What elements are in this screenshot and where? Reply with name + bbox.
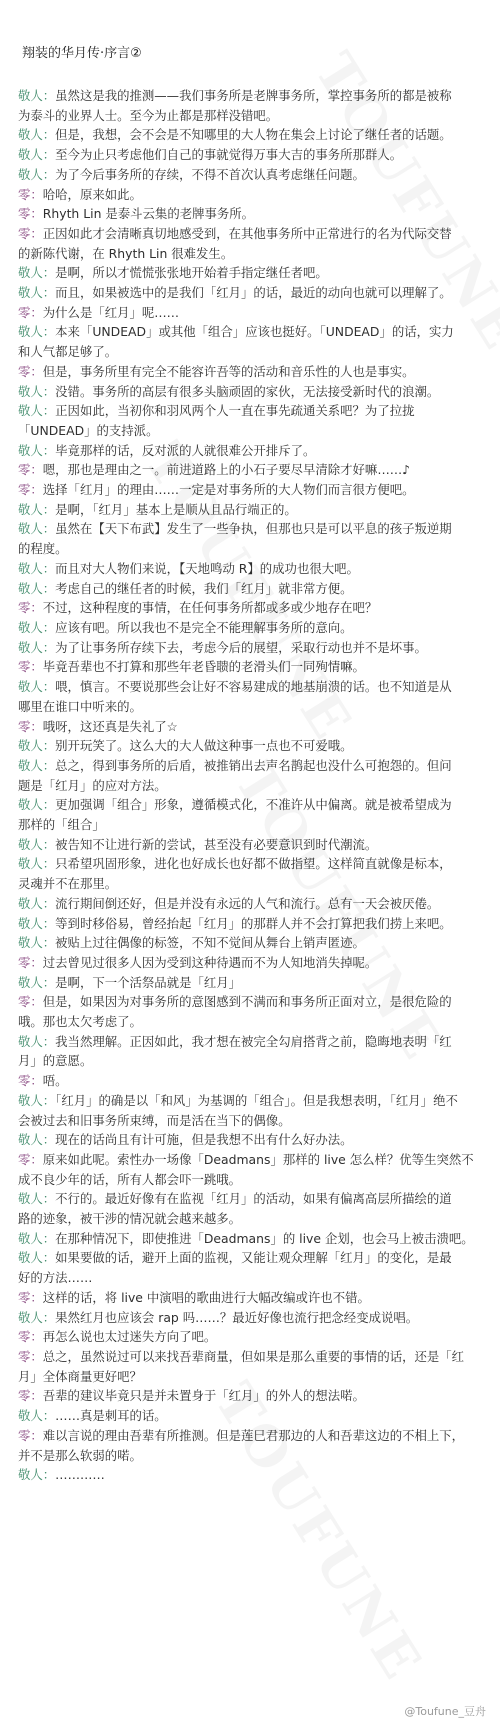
dialogue-text: 嗯，那也是理由之一。前进道路上的小石子要尽早清除才好嘛……♪ [42,462,411,478]
dialogue-line [18,1465,482,1485]
dialogue-text: 哦呀，这还真是失礼了☆ [42,718,178,734]
dialogue-line [18,86,482,106]
dialogue-text: 为了今后事务所的存续，不得不首次认真考虑继任问题。 [55,166,365,182]
dialogue-text: 过去曾见过很多人因为受到这种待遇而不为人知地消失掉呢。 [42,954,378,970]
dialogue-line [18,1327,482,1347]
dialogue-text: 路的迹象，被干涉的情况就会越来越多。 [18,1211,242,1227]
speaker-label: 零： [18,304,43,320]
dialogue-text: 只希望巩固形象，进化也好成长也好都不做指望。这样简直就像是标本， [55,856,452,872]
dialogue-line [18,953,482,973]
dialogue-text: 被贴上过往偶像的标签，不知不觉间从舞台上销声匿迹。 [55,935,365,951]
dialogue-text: 是啊，「红月」基本上是顺从且品行端正的。 [55,501,297,517]
dialogue-text: 考虑自己的继任者的时候，我们「红月」就非常方便。 [55,580,353,596]
dialogue-line [18,224,482,244]
dialogue-text: 毕竟那样的话，反对派的人就很难公开排斥了。 [55,442,316,458]
dialogue-text: 等到时移俗易，曾经抬起「红月」的那群人并不会打算把我们捞上来吧。 [55,915,452,931]
dialogue-text: 但是，我想，会不会是不知哪里的大人物在集会上讨论了继任者的话题。 [55,127,452,143]
speaker-label: 零： [18,462,43,478]
dialogue-text: 月」的意愿。 [18,1053,93,1069]
speaker-label: 敬人： [18,1309,56,1325]
speaker-label: 敬人： [18,738,56,754]
dialogue-text: Rhyth Lin 是泰斗云集的老牌事务所。 [42,206,255,222]
speaker-label: 敬人： [18,127,56,143]
speaker-label: 敬人： [18,285,56,301]
dialogue-line [18,1189,482,1209]
dialogue-line [18,165,482,185]
dialogue-text: 原来如此呢。索性办一场像「Deadmans」那样的 live 怎么样？优等生突然不 [42,1151,474,1167]
dialogue-line [18,1111,482,1131]
speaker-label: 零： [18,718,43,734]
dialogue-line [18,1426,482,1446]
dialogue-text: 唔。 [42,1073,68,1089]
dialogue-line [18,914,482,934]
dialogue-text: 流行期间倒还好，但是并没有永远的人气和流行。总有一天会被厌倦。 [55,895,440,911]
dialogue-text: 哪里在谁口中听来的。 [18,698,142,714]
speaker-label: 零： [18,1349,43,1364]
dialogue-text: 被告知不让进行新的尝试，甚至没有必要意识到时代潮流。 [55,836,378,852]
dialogue-line [18,579,482,599]
speaker-label: 敬人： [18,836,56,852]
dialogue-line [18,756,482,776]
speaker-label: 零： [18,482,43,498]
dialogue-text: 应该有吧。所以我也不是完全不能理解事务所的意向。 [55,619,353,635]
dialogue-line [18,874,482,894]
speaker-label: 敬人： [18,265,56,281]
speaker-label: 零： [18,1289,43,1305]
speaker-label: 敬人： [18,166,56,182]
dialogue-line [18,204,482,224]
dialogue-line [18,1406,482,1426]
dialogue-line [18,342,482,362]
speaker-label: 零： [18,954,43,970]
dialogue-line [18,519,482,539]
dialogue-text: 那样的「组合」 [18,817,105,833]
dialogue-line [18,1386,482,1406]
dialogue-line [18,1347,482,1367]
dialogue-line [18,894,482,914]
speaker-label: 敬人： [18,1033,56,1049]
dialogue-line [18,1051,482,1071]
speaker-label: 敬人： [18,442,56,458]
dialogue-text: 哈哈，原来如此。 [42,186,142,202]
dialogue-text: 至今为止只考虑他们自己的事就觉得万事大吉的事务所那群人。 [55,147,403,163]
speaker-label: 敬人： [18,797,56,813]
speaker-label: 敬人： [18,1408,56,1424]
speaker-label: 敬人： [18,895,56,911]
dialogue-line [18,559,482,579]
dialogue-text: 吾辈的建议毕竟只是并未置身于「红月」的外人的想法喏。 [42,1388,365,1404]
dialogue-text: 更加强调「组合」形象，遵循模式化，不准许从中偏离。就是被希望成为 [55,797,452,813]
dialogue-line [18,1091,482,1111]
dialogue-line [18,500,482,520]
dialogue-line [18,677,482,697]
weibo-credit: @Toufune_豆舟 [404,1705,486,1718]
speaker-label: 敬人： [18,1467,56,1483]
speaker-label: 敬人： [18,324,56,340]
dialogue-line [18,933,482,953]
dialogue-text: 别开玩笑了。这么大的大人做这种事一点也不可爱哦。 [55,738,353,754]
dialogue-text: 的程度。 [18,541,68,557]
dialogue-line [18,1130,482,1150]
dialogue-text: ……真是刺耳的话。 [55,1408,167,1424]
dialogue-line [18,1446,482,1466]
dialogue-text: 哦。那也太欠考虑了。 [18,1014,142,1030]
speaker-label: 零： [18,1073,43,1089]
dialogue-text: 是啊，下一个活祭品就是「红月」 [55,974,242,990]
dialogue-line [18,776,482,796]
speaker-label: 敬人： [18,856,56,872]
speaker-label: 敬人： [18,1132,56,1148]
dialogue-text: 是啊，所以才慌慌张张地开始着手指定继任者吧。 [55,265,328,281]
dialogue-line [18,1209,482,1229]
dialogue-line [18,795,482,815]
dialogue-text: 总之，虽然说过可以来找吾辈商量，但如果是那么重要的事情的话，还是「红 [42,1349,465,1364]
speaker-label: 敬人： [18,88,56,103]
dialogue-text: 题是「红月」的应对方法。 [18,777,167,793]
dialogue-text: 好的方法…… [18,1270,93,1286]
dialogue-line [18,106,482,126]
dialogue-text: 喂，慎言。不要说那些会让好不容易建成的地基崩溃的话。也不知道是从 [55,679,452,695]
dialogue-text: 选择「红月」的理由……一定是对事务所的大人物们而言很方便吧。 [42,482,415,498]
dialogue-text: 会被过去和旧事务所束缚，而是活在当下的偶像。 [18,1112,291,1128]
speaker-label: 敬人： [18,501,56,517]
speaker-label: 敬人： [18,403,56,419]
speaker-label: 敬人： [18,560,56,576]
dialogue-line [18,539,482,559]
dialogue-line [18,697,482,717]
dialogue-text: 如果要做的话，避开上面的监视，又能让观众理解「红月」的变化，是最 [55,1250,452,1266]
dialogue-line [18,638,482,658]
dialogue-line [18,1248,482,1268]
dialogue-text: 虽然在【天下布武】发生了一些争执，但那也只是可以平息的孩子叛逆期 [55,521,452,537]
dialogue-line [18,1071,482,1091]
dialogue-line [18,835,482,855]
dialogue-line [18,480,482,500]
speaker-label: 零： [18,186,43,202]
dialogue-line [18,185,482,205]
dialogue-text: 但是，如果因为对事务所的意图感到不满而和事务所正面对立，是很危险的 [42,994,452,1010]
speaker-label: 敬人： [18,383,56,399]
dialogue-line [18,1288,482,1308]
speaker-label: 零： [18,1427,43,1443]
dialogue-text: 本来「UNDEAD」或其他「组合」应该也挺好。「UNDEAD」的话，实力 [55,324,454,340]
dialogue-line [18,244,482,264]
speaker-label: 零： [18,1151,43,1167]
dialogue-text: 不行的。最近好像有在监视「红月」的活动，如果有偏离高层所描绘的道 [55,1191,452,1207]
dialogue-text: 这样的话，将 live 中演唱的歌曲进行大幅改编或许也不错。 [42,1289,370,1305]
dialogue-text: 正因如此，当初你和羽风两个人一直在事先疏通关系吧？为了拉拢 [55,403,415,419]
dialogue-line [18,618,482,638]
dialogue-text: 成不良少年的话，所有人都会吓一跳哦。 [18,1171,242,1187]
speaker-label: 零： [18,994,43,1010]
speaker-label: 敬人： [18,679,56,695]
speaker-label: 敬人： [18,639,56,655]
dialogue-line [18,283,482,303]
dialogue-line [18,401,482,421]
dialogue-line [18,1032,482,1052]
dialogue-text: 月」全体商量更好吧？ [18,1368,142,1384]
dialogue-text: 「UNDEAD」的支持派。 [18,422,159,438]
speaker-label: 敬人： [18,757,56,773]
speaker-label: 敬人： [18,619,56,635]
dialogue-text: 虽然这是我的推测——我们事务所是老牌事务所，掌控事务所的都是被称 [55,88,452,103]
dialogue-line [18,992,482,1012]
dialogue-line [18,736,482,756]
dialogue-line [18,460,482,480]
speaker-label: 敬人： [18,1250,56,1266]
speaker-label: 敬人： [18,1092,56,1108]
speaker-label: 零： [18,1329,43,1345]
speaker-label: 零： [18,600,43,616]
dialogue-text: 灵魂并不在那里。 [18,876,118,892]
dialogue-line [18,1012,482,1032]
dialogue-text: 为什么是「红月」呢…… [42,304,180,320]
dialogue-line [18,717,482,737]
speaker-label: 敬人： [18,1191,56,1207]
dialogue-line [18,1367,482,1387]
speaker-label: 敬人： [18,1230,56,1246]
dialogue-line [18,362,482,382]
dialogue-text: 正因如此才会清晰真切地感受到，在其他事务所中正常进行的名为代际交替 [42,225,452,241]
dialogue-line [18,1170,482,1190]
speaker-label: 零： [18,206,43,222]
speaker-label: 敬人： [18,974,56,990]
dialogue-text: 和人气都足够了。 [18,344,118,360]
dialogue-text: 再怎么说也太过迷失方向了吧。 [42,1329,217,1345]
dialogue-line [18,973,482,993]
speaker-label: 敬人： [18,915,56,931]
speaker-label: 零： [18,225,43,241]
dialogue-line [18,815,482,835]
dialogue-line [18,441,482,461]
speaker-label: 敬人： [18,147,56,163]
speaker-label: 零： [18,1388,43,1404]
dialogue-text: 为泰斗的业界人士。至今为止都是那样没错吧。 [18,107,279,123]
dialogue-text: 而且对大人物们来说，【天地鸣动 R】的成功也很大吧。 [55,560,359,576]
dialogue-text: 难以言说的理由吾辈有所推测。但是莲巳君那边的人和吾辈这边的不相上下， [42,1427,465,1443]
dialogue-text: 「红月」的确是以「和风」为基调的「组合」。但是我想表明，「红月」绝不 [55,1092,458,1108]
dialogue-line [18,303,482,323]
dialogue-line [18,322,482,342]
dialogue-text: 现在的话尚且有计可施，但是我想不出有什么好办法。 [55,1132,353,1148]
dialogue-text: 而且，如果被选中的是我们「红月」的话，最近的动向也就可以理解了。 [55,285,452,301]
dialogue-text: 在那种情况下，即使推进「Deadmans」的 live 企划，也会马上被击溃吧。 [55,1230,474,1246]
dialogue-text: 不过，这种程度的事情，在任何事务所都或多或少地存在吧？ [42,600,378,616]
dialogue-text: 并不是那么软弱的喏。 [18,1447,142,1463]
speaker-label: 零： [18,363,43,379]
dialogue-text: 我当然理解。正因如此，我才想在被完全勾肩搭背之前，隐晦地表明「红 [55,1033,452,1049]
dialogue-text: 总之，得到事务所的后盾，被推销出去声名鹊起也没什么可抱怨的。但问 [55,757,452,773]
dialogue-text: 没错。事务所的高层有很多头脑顽固的家伙，无法接受新时代的浪潮。 [55,383,440,399]
dialogue-line [18,421,482,441]
dialogue-line [18,1229,482,1249]
dialogue-line [18,145,482,165]
dialogue-line [18,1268,482,1288]
dialogue-line [18,125,482,145]
dialogue-line [18,1150,482,1170]
dialogue-text: 的新陈代谢，在 Rhyth Lin 很难发生。 [18,245,234,261]
dialogue-line [18,382,482,402]
speaker-label: 零： [18,659,43,675]
dialogue-lines [18,86,482,1485]
speaker-label: 敬人： [18,935,56,951]
document-title: 翔装的华月传·序言② [22,46,142,61]
dialogue-line [18,657,482,677]
dialogue-text: ………… [55,1467,105,1483]
dialogue-text: 但是，事务所里有完全不能容许吾等的活动和音乐性的人也是事实。 [42,363,415,379]
dialogue-text: 毕竟吾辈也不打算和那些年老昏聩的老滑头们一同殉情嘛。 [42,659,365,675]
dialogue-line [18,1308,482,1328]
dialogue-text: 果然红月也应该会 rap 吗……？最近好像也流行把念经变成说唱。 [55,1309,419,1325]
dialogue-text: 为了让事务所存续下去，考虑今后的展望，采取行动也并不是坏事。 [55,639,427,655]
speaker-label: 敬人： [18,521,56,537]
dialogue-line [18,854,482,874]
speaker-label: 敬人： [18,580,56,596]
dialogue-line [18,263,482,283]
dialogue-line [18,598,482,618]
